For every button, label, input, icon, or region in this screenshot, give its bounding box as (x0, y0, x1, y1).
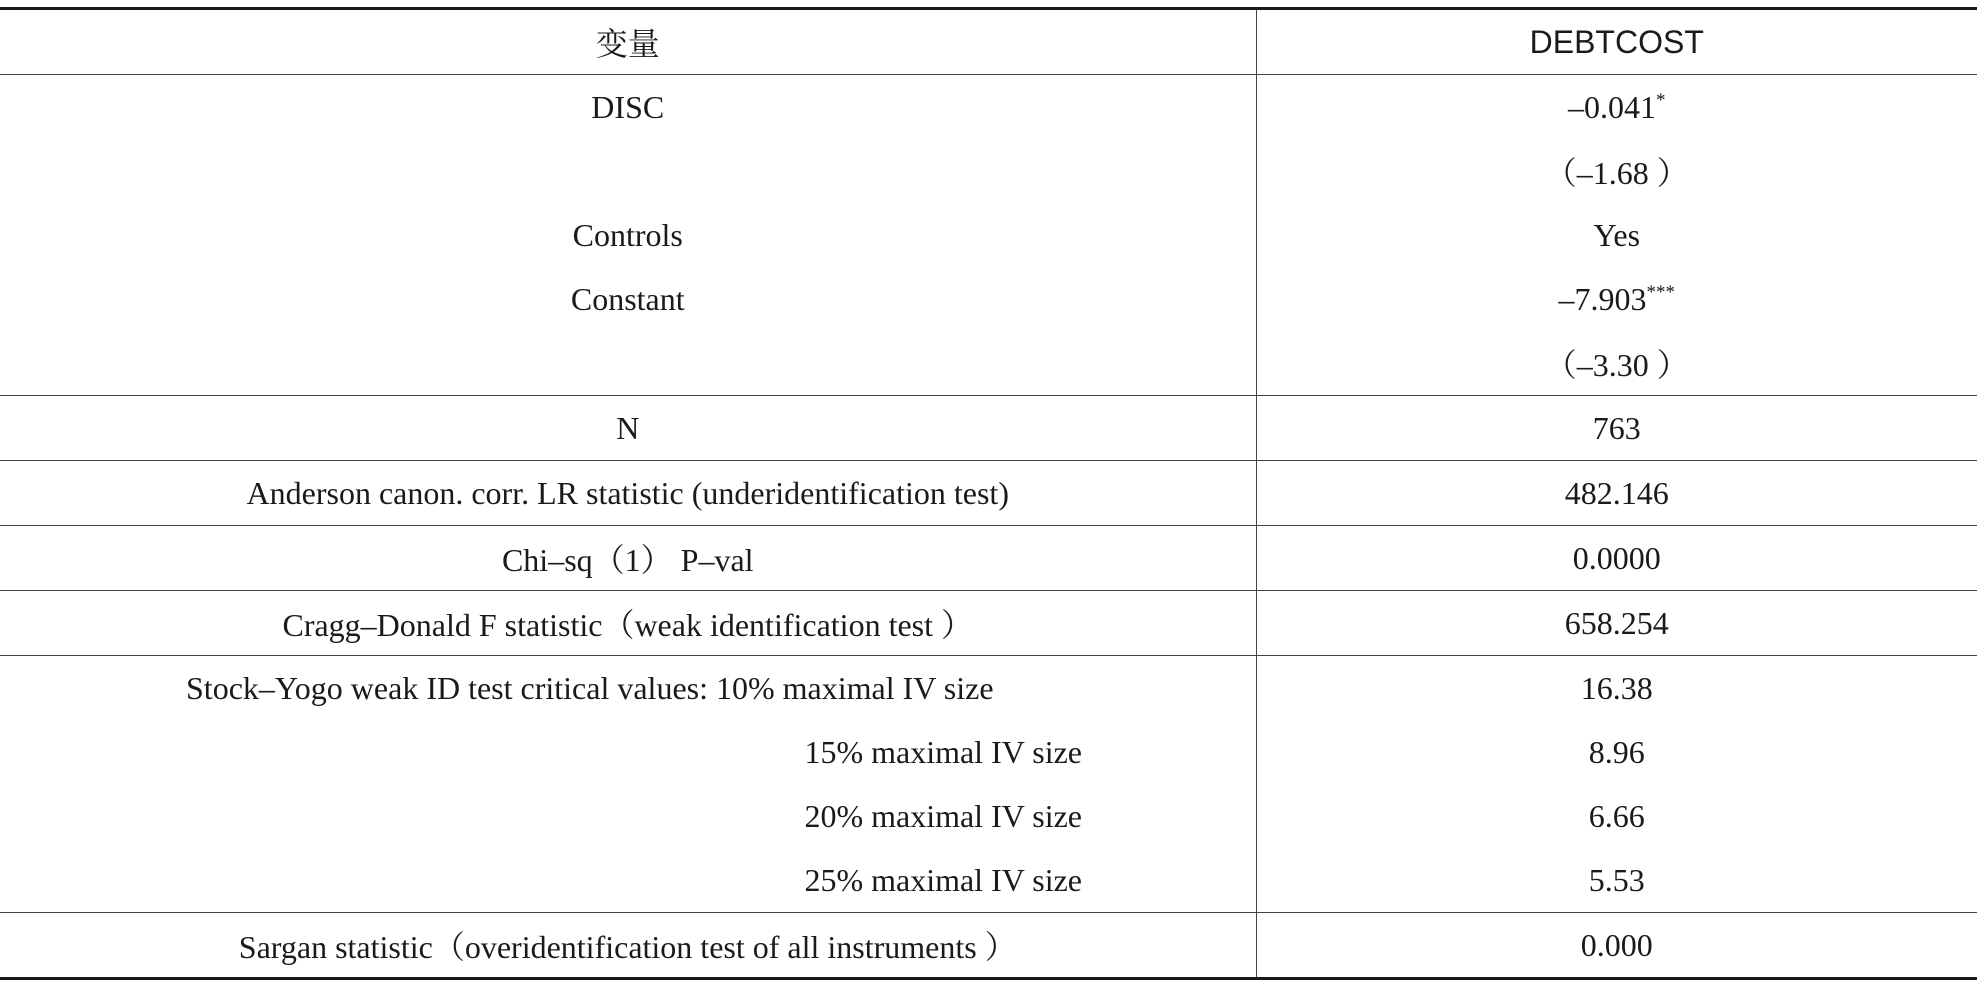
stock-yogo-text: Stock–Yogo weak ID test critical values: 10% maximal IV size (186, 669, 994, 706)
regression-results-table (0, 7, 1977, 980)
table-row (0, 720, 1977, 784)
table-row (0, 784, 1977, 848)
table-row (0, 461, 1977, 526)
row-value-constant-tstat: （–3.30 ） (1256, 331, 1977, 396)
table-row (0, 75, 1977, 140)
row-label-anderson: Anderson canon. corr. LR statistic (underidentification test) (0, 461, 1256, 526)
significance-stars: * (1656, 89, 1666, 111)
significance-stars: *** (1646, 281, 1675, 303)
table-row (0, 656, 1977, 721)
row-value-chisq: 0.0000 (1256, 526, 1977, 591)
header-debtcost: DEBTCOST (1256, 9, 1977, 75)
table-row (0, 848, 1977, 913)
row-value-stock-yogo-25: 5.53 (1256, 848, 1977, 913)
row-label-empty (0, 331, 1256, 396)
row-label-stock-yogo-20 (0, 784, 1256, 848)
row-value-cragg-donald: 658.254 (1256, 591, 1977, 656)
stock-yogo-text: 20% maximal IV size (804, 797, 1082, 834)
table-row (0, 267, 1977, 331)
row-value-anderson: 482.146 (1256, 461, 1977, 526)
row-value-n: 763 (1256, 396, 1977, 461)
table-row (0, 591, 1977, 656)
stock-yogo-text: 25% maximal IV size (804, 861, 1082, 898)
value-text: –7.903 (1558, 280, 1647, 317)
table-row (0, 526, 1977, 591)
row-value-stock-yogo-15: 8.96 (1256, 720, 1977, 784)
row-value-controls: Yes (1256, 203, 1977, 267)
row-label-disc: DISC (591, 88, 665, 125)
row-label-controls: Controls (572, 216, 683, 253)
row-label-sargan: Sargan statistic（overidentification test of all instruments ） (0, 913, 1256, 979)
table-row (0, 203, 1977, 267)
header-variable: 变量 (0, 9, 1256, 75)
row-label-chisq: Chi–sq（1） P–val (0, 526, 1256, 591)
row-label-stock-yogo-15 (0, 720, 1256, 784)
row-value-disc-tstat: （–1.68 ） (1256, 139, 1977, 203)
table-row (0, 331, 1977, 396)
row-value-stock-yogo-20: 6.66 (1256, 784, 1977, 848)
row-label-stock-yogo-10 (0, 656, 1256, 721)
table-row (0, 913, 1977, 979)
row-value-constant (1256, 267, 1977, 331)
row-label-empty (0, 139, 1256, 203)
row-label-cragg-donald: Cragg–Donald F statistic（weak identification test ） (0, 591, 1256, 656)
table-header-row (0, 9, 1977, 75)
row-value-disc (1256, 75, 1977, 140)
row-value-sargan: 0.000 (1256, 913, 1977, 979)
value-text: –0.041 (1568, 88, 1656, 125)
regression-table-container (0, 7, 1977, 980)
row-label-constant: Constant (570, 280, 685, 317)
stock-yogo-text: 15% maximal IV size (804, 733, 1082, 770)
row-label-stock-yogo-25 (0, 848, 1256, 913)
row-value-stock-yogo-10: 16.38 (1256, 656, 1977, 721)
row-label-n: N (0, 396, 1256, 461)
table-row (0, 139, 1977, 203)
table-row (0, 396, 1977, 461)
